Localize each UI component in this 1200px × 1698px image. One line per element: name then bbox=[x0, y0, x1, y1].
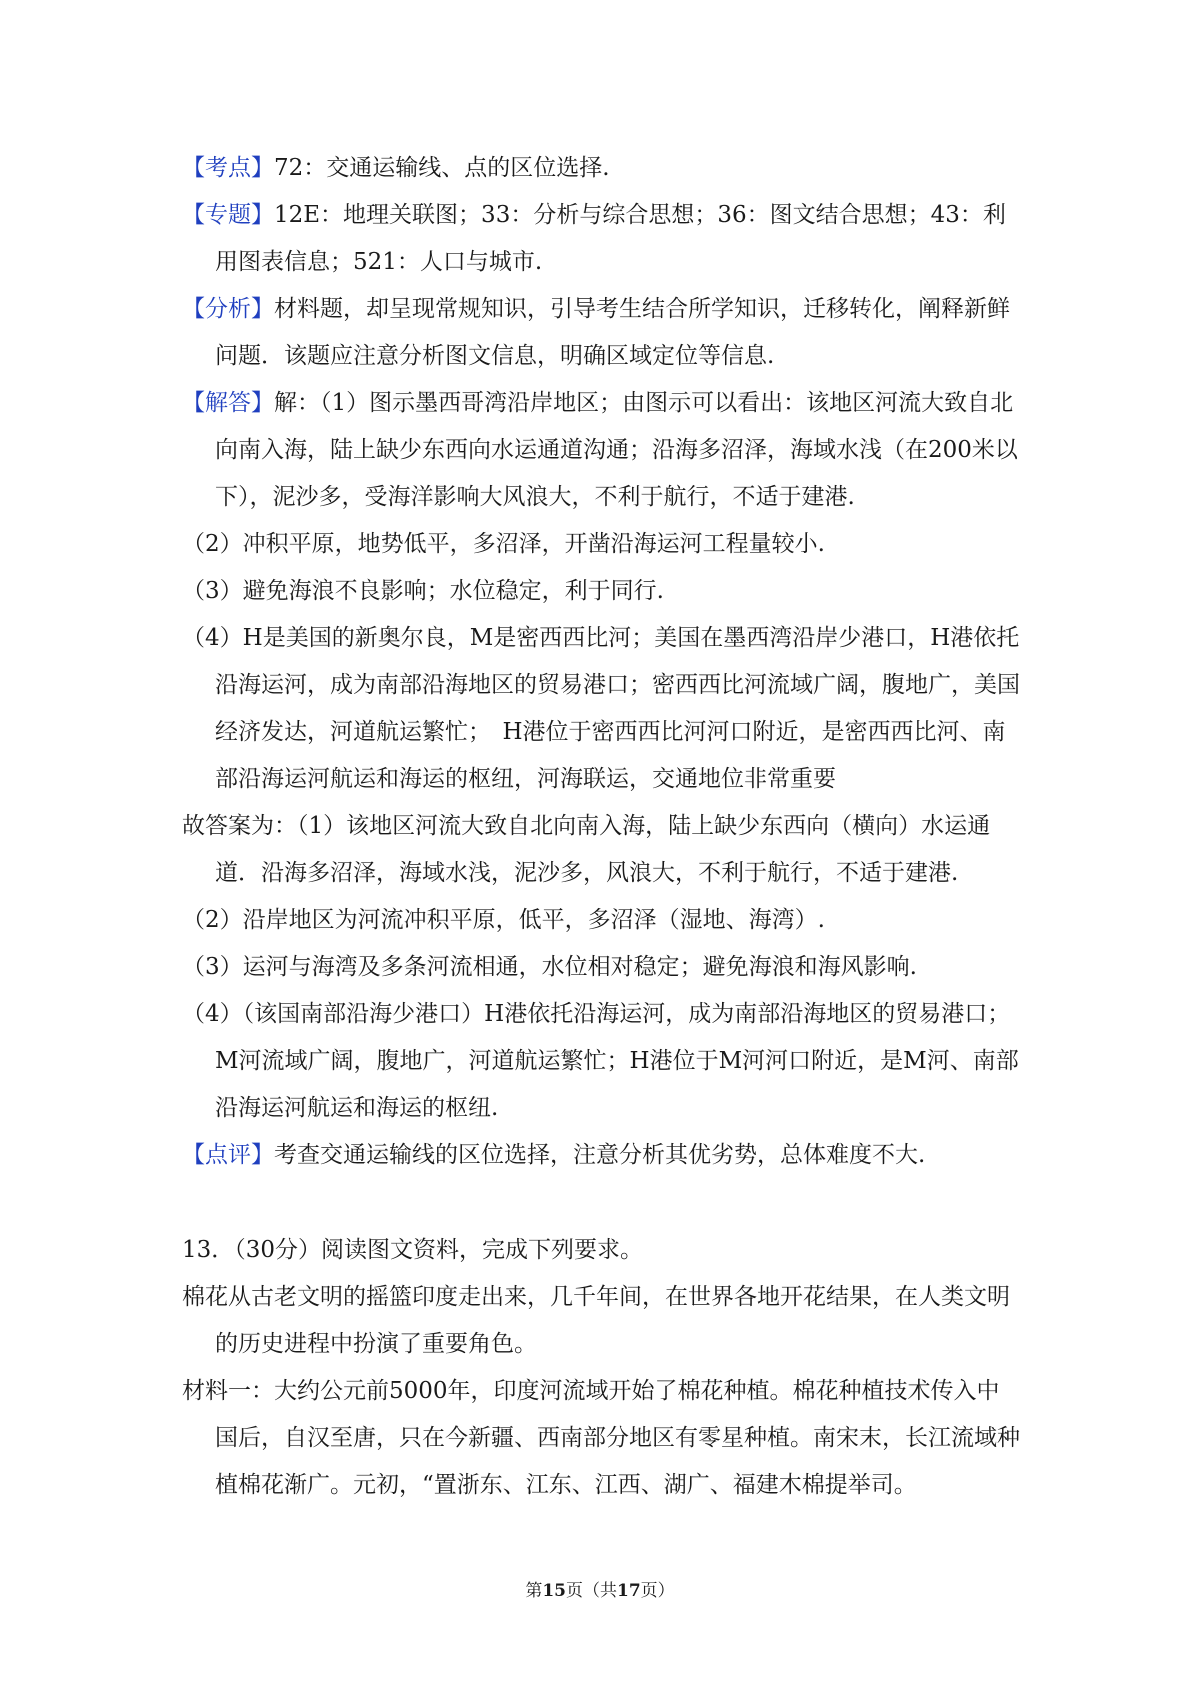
footer-prefix: 第 bbox=[525, 1581, 543, 1601]
jieda-text: 解：（1）图示墨西哥湾沿岸地区；由图示可以看出：该地区河流大致自北向南入海，陆上缺少东西向水运通道沟通；沿海多沼泽，海域水浅（在200米以下），泥沙多，受海洋影响大风浪大，不利于航行，不适于建港. bbox=[215, 390, 1018, 510]
fenxi-paragraph bbox=[182, 286, 1022, 380]
jieda-point-4: （4）H是美国的新奥尔良，M是密西西比河；美国在墨西湾沿岸少港口，H港依托沿海运河，成为南部沿海地区的贸易港口；密西西比河流域广阔，腹地广，美国经济发达，河道航运繁忙； H港位于密西西比河河口附近，是密西西比河、南部沿海运河航运和海运的枢纽，河海联运，交通地位非常重要 bbox=[182, 625, 1020, 792]
jieda-tag: 【解答】 bbox=[182, 390, 274, 416]
footer-suffix: 页） bbox=[640, 1581, 675, 1601]
final-answer-1: 故答案为：（1）该地区河流大致自北向南入海，陆上缺少东西向（横向）水运通道．沿海多沼泽，海域水浅，泥沙多，风浪大，不利于航行，不适于建港. bbox=[182, 813, 991, 886]
section-gap bbox=[182, 1179, 1022, 1227]
kaodian-tag: 【考点】 bbox=[182, 155, 274, 181]
zhuanti-tag: 【专题】 bbox=[182, 202, 274, 228]
footer-page-number: 15 bbox=[542, 1581, 566, 1601]
jieda-point-2: （2）冲积平原，地势低平，多沼泽，开凿沿海运河工程量较小. bbox=[182, 531, 825, 557]
kaodian-paragraph bbox=[182, 145, 1022, 192]
final-answer-2: （2）沿岸地区为河流冲积平原，低平，多沼泽（湿地、海湾）. bbox=[182, 907, 825, 933]
fenxi-text: 材料题，却呈现常规知识，引导考生结合所学知识，迁移转化，阐释新鲜问题．该题应注意分析图文信息，明确区域定位等信息. bbox=[215, 296, 1010, 369]
question-13-intro: 棉花从古老文明的摇篮印度走出来，几千年间，在世界各地开花结果，在人类文明的历史进程中扮演了重要角色。 bbox=[182, 1284, 1010, 1357]
final-answer-3: （3）运河与海湾及多条河流相通，水位相对稳定；避免海浪和海风影响. bbox=[182, 954, 917, 980]
footer-middle: 页（共 bbox=[566, 1581, 617, 1601]
zhuanti-text: 12E：地理关联图；33：分析与综合思想；36：图文结合思想；43：利用图表信息；521：人口与城市. bbox=[215, 202, 1006, 275]
question-13-material-1: 材料一：大约公元前5000年，印度河流域开始了棉花种植。棉花种植技术传入中国后，自汉至唐，只在今新疆、西南部分地区有零星种植。南宋末，长江流域种植棉花渐广。元初，“置浙东、江东、江西、湖广、福建木棉提举司。 bbox=[182, 1378, 1020, 1498]
footer-total-pages: 17 bbox=[617, 1581, 641, 1601]
jieda-paragraph bbox=[182, 380, 1022, 521]
final-answer-4: （4）（该国南部沿海少港口）H港依托沿海运河，成为南部沿海地区的贸易港口；M河流域广阔，腹地广，河道航运繁忙；H港位于M河河口附近，是M河、南部沿海运河航运和海运的枢纽. bbox=[182, 1001, 1019, 1121]
question-13-header: 13．（30分）阅读图文资料，完成下列要求。 bbox=[182, 1237, 644, 1263]
kaodian-text: 72：交通运输线、点的区位选择. bbox=[274, 155, 610, 181]
dianping-tag: 【点评】 bbox=[182, 1142, 274, 1168]
jieda-point-3: （3）避免海浪不良影响；水位稳定，利于同行. bbox=[182, 578, 664, 604]
page-content bbox=[182, 145, 1022, 1509]
fenxi-tag: 【分析】 bbox=[182, 296, 274, 322]
zhuanti-paragraph bbox=[182, 192, 1022, 286]
dianping-paragraph bbox=[182, 1132, 1022, 1179]
page-footer bbox=[0, 1576, 1200, 1601]
dianping-text: 考查交通运输线的区位选择，注意分析其优劣势，总体难度不大. bbox=[274, 1142, 926, 1168]
